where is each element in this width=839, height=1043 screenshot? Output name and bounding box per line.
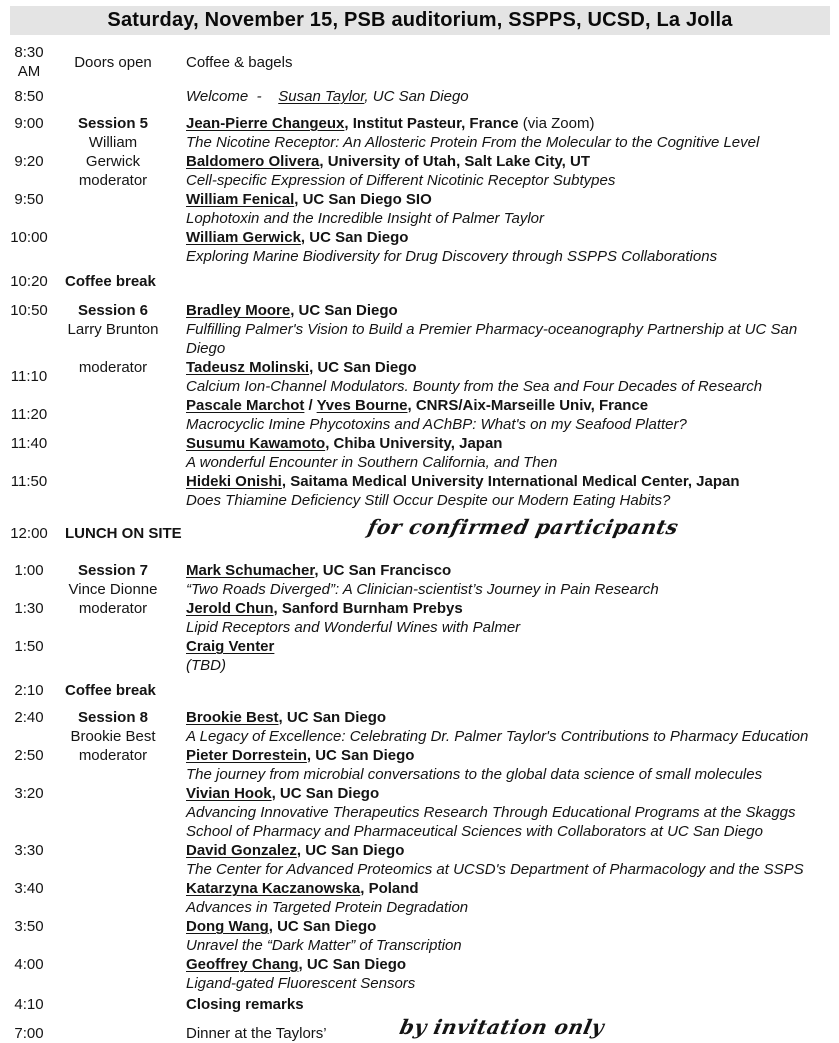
time-cell: 10:50 xyxy=(10,302,48,319)
speaker-name: Susumu Kawamoto xyxy=(186,435,326,452)
talk-title: (TBD) xyxy=(186,657,226,674)
content-cell xyxy=(186,803,839,822)
schedule-row xyxy=(0,860,839,879)
talk-title: Welcome - xyxy=(186,88,279,105)
content-cell xyxy=(186,133,839,152)
session-cell: William xyxy=(88,134,138,151)
content-cell xyxy=(186,708,839,727)
content-cell xyxy=(186,87,839,106)
content-cell xyxy=(186,974,839,993)
speaker-name: Yves Bourne xyxy=(316,397,408,414)
affiliation-text: , UC San Diego SIO xyxy=(294,191,432,208)
schedule-row xyxy=(0,841,839,860)
session-cell: Session 6 xyxy=(77,302,149,319)
content-cell xyxy=(186,561,839,580)
talk-title: Does Thiamine Deficiency Still Occur Despite our Modern Eating Habits? xyxy=(186,492,671,509)
speaker-name: Brookie Best xyxy=(186,709,279,726)
speaker-name: Craig Venter xyxy=(186,638,275,655)
talk-title: Lipid Receptors and Wonderful Wines with Palmer xyxy=(186,619,521,636)
session-cell: Gerwick xyxy=(85,153,141,170)
speaker-name: William Gerwick xyxy=(186,229,301,246)
content-cell xyxy=(65,681,839,700)
affiliation-text: , UC San Diego xyxy=(298,956,407,973)
time-cell: 11:50 xyxy=(10,473,48,490)
speaker-name: Vivian Hook xyxy=(186,785,272,802)
content-cell xyxy=(186,879,839,898)
schedule-row xyxy=(0,1015,839,1043)
schedule-row xyxy=(0,681,839,700)
schedule-row xyxy=(0,377,839,396)
time-cell: 4:10 xyxy=(14,996,44,1013)
speaker-name: Geoffrey Chang xyxy=(186,956,299,973)
content-cell xyxy=(186,434,839,453)
session-cell: Vince Dionne xyxy=(68,581,158,598)
schedule-row xyxy=(0,618,839,637)
affiliation-text: , University of Utah, Salt Lake City, UT xyxy=(319,153,591,170)
talk-title: Fulfilling Palmer's Vision to Build a Premier Pharmacy-oceanography Partnership at UC San Diego xyxy=(186,321,802,357)
schedule-row xyxy=(0,358,839,385)
schedule-row xyxy=(0,974,839,993)
session-cell: Session 5 xyxy=(77,115,149,132)
session-cell: moderator xyxy=(78,747,148,764)
schedule-row xyxy=(0,727,839,746)
content-cell xyxy=(186,320,839,358)
time-cell: 3:50 xyxy=(14,918,44,935)
script-annotation: for confirmed participants xyxy=(365,515,681,539)
content-cell xyxy=(186,171,839,190)
affiliation-text: , UC San Diego xyxy=(278,709,387,726)
schedule-row xyxy=(0,561,839,580)
schedule-row xyxy=(0,803,839,822)
program-document xyxy=(0,6,839,1042)
content-cell xyxy=(186,955,839,974)
time-cell: 4:00 xyxy=(14,956,44,973)
schedule-row xyxy=(0,453,839,472)
content-cell xyxy=(186,114,839,133)
talk-title: The journey from microbial conversations to the global data science of small molecules xyxy=(186,766,763,783)
time-cell: 12:00 xyxy=(10,525,48,542)
time-cell: 9:50 xyxy=(14,191,44,208)
content-cell xyxy=(186,53,839,72)
content-cell xyxy=(186,637,839,656)
time-cell: 3:20 xyxy=(14,785,44,802)
schedule-row xyxy=(0,580,839,599)
content-cell xyxy=(186,936,839,955)
talk-title: A wonderful Encounter in Southern California, and Then xyxy=(186,454,558,471)
schedule-row xyxy=(0,656,839,675)
schedule-row xyxy=(0,472,839,491)
content-cell xyxy=(186,453,839,472)
note-text: Coffee & bagels xyxy=(186,53,293,71)
affiliation-text: Coffee break xyxy=(65,682,156,699)
speaker-name: Dong Wang xyxy=(186,918,269,935)
session-cell: moderator xyxy=(78,172,148,189)
time-cell: 2:40 xyxy=(14,709,44,726)
affiliation-text: , Poland xyxy=(360,880,419,897)
schedule-row xyxy=(0,272,839,291)
schedule-row xyxy=(0,822,839,841)
talk-title: A Legacy of Excellence: Celebrating Dr. Palmer Taylor's Contributions to Pharmacy Education xyxy=(186,728,809,745)
affiliation-text: LUNCH ON SITE xyxy=(65,525,182,542)
speaker-name: Pieter Dorrestein xyxy=(186,747,307,764)
schedule-row xyxy=(0,114,839,133)
affiliation-text: , UC San Diego xyxy=(306,747,415,764)
affiliation-text: Coffee break xyxy=(65,273,156,290)
content-cell xyxy=(186,727,839,746)
content-cell xyxy=(186,396,839,415)
schedule-row xyxy=(0,765,839,784)
affiliation-text: , UC San Diego xyxy=(309,359,417,376)
schedule-row xyxy=(0,434,839,453)
content-cell xyxy=(186,580,839,599)
schedule-row xyxy=(0,87,839,106)
session-cell: Session 7 xyxy=(77,562,149,579)
speaker-name: David Gonzalez xyxy=(186,842,297,859)
talk-title: “Two Roads Diverged”: A Clinician-scientist’s Journey in Pain Research xyxy=(186,581,659,598)
talk-title: Ligand-gated Fluorescent Sensors xyxy=(186,975,416,992)
time-cell: 9:00 xyxy=(14,115,44,132)
content-cell xyxy=(186,599,839,618)
talk-title: Advances in Targeted Protein Degradation xyxy=(186,899,469,916)
note-text: Dinner at the Taylors’ xyxy=(186,1025,327,1042)
schedule-row xyxy=(0,152,839,171)
schedule-row xyxy=(0,209,839,228)
time-cell: 11:10 xyxy=(10,368,48,385)
schedule-row xyxy=(0,515,839,543)
time-cell: 10:20 xyxy=(10,273,48,290)
talk-title: Cell-specific Expression of Different Nicotinic Receptor Subtypes xyxy=(186,172,616,189)
affiliation-text: , UC San Francisco xyxy=(314,562,452,579)
time-cell: 10:00 xyxy=(10,229,48,246)
time-cell: 1:50 xyxy=(14,638,44,655)
time-cell: 1:00 xyxy=(14,562,44,579)
affiliation-text: , Sanford Burnham Prebys xyxy=(273,600,463,617)
content-cell xyxy=(186,491,839,510)
speaker-name: Jerold Chun xyxy=(186,600,274,617)
time-cell: 2:10 xyxy=(14,682,44,699)
affiliation-text: , Chiba University, Japan xyxy=(325,435,503,452)
talk-title: The Nicotine Receptor: An Allosteric Protein From the Molecular to the Cognitive Level xyxy=(186,134,760,151)
talk-title: Advancing Innovative Therapeutics Research Through Educational Programs at the Skaggs xyxy=(186,804,796,821)
session-cell: Larry Brunton xyxy=(67,321,159,338)
schedule-row xyxy=(0,228,839,247)
affiliation-text: , UC San Diego xyxy=(296,842,405,859)
content-cell xyxy=(186,472,839,491)
schedule-row xyxy=(0,171,839,190)
affiliation-text: , UC San Diego xyxy=(300,229,409,246)
content-cell xyxy=(186,358,839,377)
time-cell: 8:50 xyxy=(14,88,44,105)
speaker-name: Baldomero Olivera xyxy=(186,153,320,170)
talk-title: Lophotoxin and the Incredible Insight of Palmer Taylor xyxy=(186,210,545,227)
session-cell: Brookie Best xyxy=(70,728,156,745)
schedule-row xyxy=(0,396,839,423)
content-cell xyxy=(65,272,839,291)
speaker-name: Jean-Pierre Changeux xyxy=(186,115,345,132)
time-cell: 2:50 xyxy=(14,747,44,764)
content-cell xyxy=(186,822,839,841)
schedule-row xyxy=(0,320,839,358)
schedule-row xyxy=(0,415,839,434)
speaker-name: Hideki Onishi xyxy=(186,473,282,490)
affiliation-text: Closing remarks xyxy=(186,996,304,1013)
speaker-name: Pascale Marchot xyxy=(186,397,305,414)
schedule-row xyxy=(0,746,839,765)
affiliation-text: , CNRS/Aix-Marseille Univ, France xyxy=(407,397,649,414)
content-cell xyxy=(186,618,839,637)
welcome-speaker-name: Susan Taylor xyxy=(278,88,365,105)
session-cell: Doors open xyxy=(74,53,152,71)
speaker-name: William Fenical xyxy=(186,191,295,208)
speaker-name: Katarzyna Kaczanowska xyxy=(186,880,361,897)
schedule-row xyxy=(0,784,839,803)
talk-title: Exploring Marine Biodiversity for Drug Discovery through SSPPS Collaborations xyxy=(186,248,718,265)
talk-title: The Center for Advanced Proteomics at UCSD's Department of Pharmacology and the SSPS xyxy=(186,861,804,878)
content-cell xyxy=(186,917,839,936)
time-cell: 3:30 xyxy=(14,842,44,859)
content-cell xyxy=(186,301,839,320)
content-cell xyxy=(186,415,839,434)
talk-title: , UC San Diego xyxy=(364,88,469,105)
talk-title: School of Pharmacy and Pharmaceutical Sciences with Collaborators at UC San Diego xyxy=(186,823,763,840)
schedule-row xyxy=(0,247,839,266)
schedule-row xyxy=(0,995,839,1014)
talk-title: Macrocyclic Imine Phycotoxins and AChBP: What's on my Seafood Platter? xyxy=(186,416,687,433)
affiliation-text: , Saitama Medical University International Medical Center, Japan xyxy=(281,473,740,490)
schedule-row xyxy=(0,301,839,320)
content-cell xyxy=(186,746,839,765)
schedule-row xyxy=(0,599,839,618)
schedule-row xyxy=(0,936,839,955)
content-cell xyxy=(186,209,839,228)
speaker-name: Mark Schumacher xyxy=(186,562,315,579)
schedule-row xyxy=(0,708,839,727)
session-cell: moderator xyxy=(78,359,148,376)
content-cell xyxy=(186,841,839,860)
content-cell xyxy=(186,995,839,1014)
content-cell xyxy=(186,190,839,209)
note-text: (via Zoom) xyxy=(522,115,595,132)
content-cell xyxy=(186,898,839,917)
content-cell xyxy=(186,377,839,396)
affiliation-text: , UC San Diego xyxy=(268,918,377,935)
schedule-row xyxy=(0,879,839,898)
time-cell: 1:30 xyxy=(14,600,44,617)
time-cell: 7:00 xyxy=(14,1025,44,1042)
content-cell xyxy=(186,152,839,171)
schedule-row xyxy=(0,190,839,209)
script-annotation: by invitation only xyxy=(397,1015,607,1039)
affiliation-text: , UC San Diego xyxy=(290,302,398,319)
content-cell xyxy=(186,860,839,879)
content-cell xyxy=(186,765,839,784)
schedule-rows xyxy=(0,35,839,1043)
schedule-row xyxy=(0,898,839,917)
header-bar xyxy=(10,6,830,35)
time-cell: 8:30 AM xyxy=(14,44,44,80)
time-cell: 9:20 xyxy=(14,153,44,170)
schedule-row xyxy=(0,917,839,936)
schedule-row xyxy=(0,43,839,81)
time-cell: 11:40 xyxy=(10,435,48,452)
content-cell xyxy=(186,247,839,266)
session-cell: Session 8 xyxy=(77,709,149,726)
speaker-name: Tadeusz Molinski xyxy=(186,359,310,376)
affiliation-text: , UC San Diego xyxy=(271,785,380,802)
talk-title: Unravel the “Dark Matter” of Transcription xyxy=(186,937,462,954)
time-cell: 11:20 xyxy=(10,406,48,423)
schedule-row xyxy=(0,637,839,656)
schedule-row xyxy=(0,491,839,510)
content-cell xyxy=(186,656,839,675)
content-cell xyxy=(186,228,839,247)
speaker-name: Bradley Moore xyxy=(186,302,291,319)
content-cell xyxy=(186,784,839,803)
session-cell: moderator xyxy=(78,600,148,617)
talk-title: Calcium Ion-Channel Modulators. Bounty from the Sea and Four Decades of Research xyxy=(186,378,763,395)
page-title: Saturday, November 15, PSB auditorium, SSPPS, UCSD, La Jolla xyxy=(107,9,733,31)
schedule-row xyxy=(0,955,839,974)
schedule-row xyxy=(0,133,839,152)
affiliation-text: / xyxy=(304,397,317,414)
affiliation-text: , Institut Pasteur, France xyxy=(344,115,523,132)
time-cell: 3:40 xyxy=(14,880,44,897)
